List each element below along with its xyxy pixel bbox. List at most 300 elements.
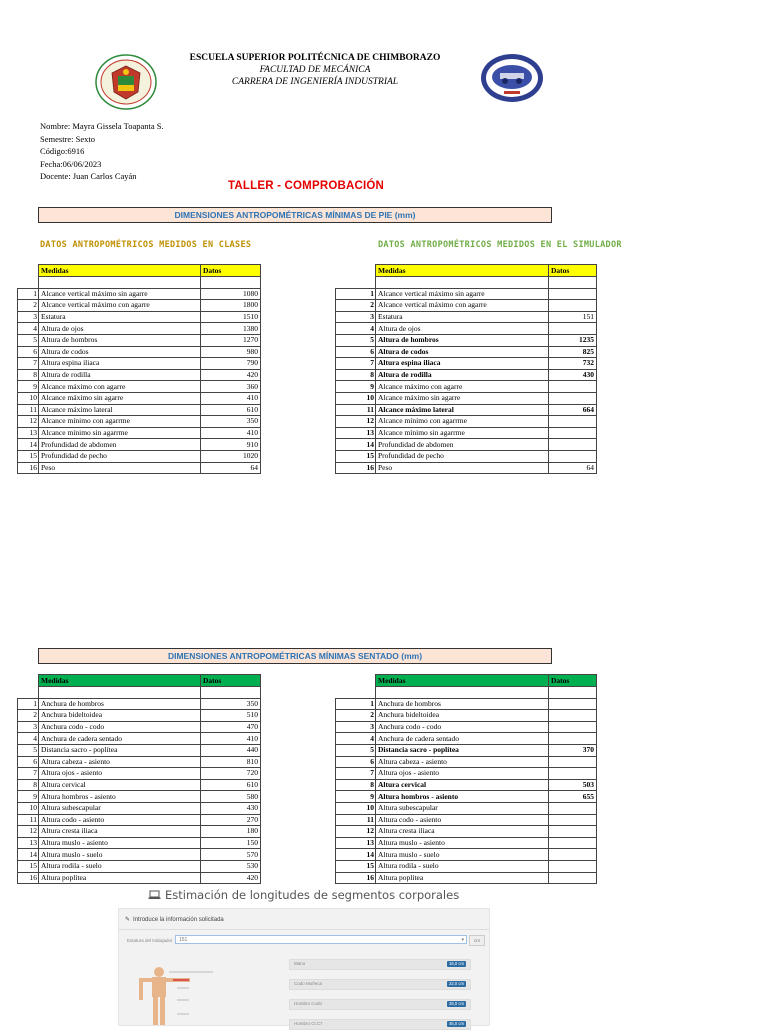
measure-value: 503 <box>549 779 597 791</box>
table-row <box>18 744 261 756</box>
measure-value <box>549 381 597 393</box>
row-number: 16 <box>18 462 39 474</box>
measure-name: Altura de hombros <box>376 334 549 346</box>
measure-value: 810 <box>201 756 261 768</box>
row-number: 4 <box>18 733 39 745</box>
code: Código:6916 <box>40 146 85 157</box>
col-header-medidas: Medidas <box>376 675 549 687</box>
table-row <box>336 334 597 346</box>
table-row <box>18 300 261 312</box>
measure-value: 370 <box>549 744 597 756</box>
measure-value: 664 <box>549 404 597 416</box>
table-row <box>336 416 597 428</box>
row-number: 4 <box>336 733 376 745</box>
table-row <box>336 837 597 849</box>
row-number: 1 <box>336 698 376 710</box>
measure-value: 270 <box>201 814 261 826</box>
table-row <box>336 756 597 768</box>
measure-name: Profundidad de abdomen <box>376 439 549 451</box>
table-row <box>336 381 597 393</box>
row-number: 15 <box>18 450 39 462</box>
table-row <box>18 416 261 428</box>
measure-name: Altura cabeza - asiento <box>39 756 201 768</box>
measure-name: Anchura codo - codo <box>39 721 201 733</box>
measure-value: 580 <box>201 791 261 803</box>
measure-value: 510 <box>201 710 261 722</box>
row-number: 11 <box>18 404 39 416</box>
row-number: 14 <box>336 439 376 451</box>
measure-value: 1800 <box>201 300 261 312</box>
heading-clases: DATOS ANTROPOMÉTRICOS MEDIDOS EN CLASES <box>40 240 252 250</box>
measure-name: Altura rodila - suelo <box>376 860 549 872</box>
measure-name: Profundidad de pecho <box>376 450 549 462</box>
row-number: 4 <box>18 323 39 335</box>
row-number: 5 <box>336 334 376 346</box>
measure-value: 410 <box>201 427 261 439</box>
table-row <box>336 450 597 462</box>
segment-label: Mano <box>294 961 306 966</box>
student-info <box>40 120 164 183</box>
table-row <box>18 733 261 745</box>
row-number: 14 <box>18 849 39 861</box>
col-header-datos: Datos <box>549 675 597 687</box>
table-row <box>18 698 261 710</box>
measure-value <box>549 450 597 462</box>
row-number: 7 <box>18 768 39 780</box>
measure-value: 360 <box>201 381 261 393</box>
instruction-line: ✎ Introduce la información solicitada <box>125 917 224 923</box>
measure-value: 825 <box>549 346 597 358</box>
edit-icon: ✎ <box>125 917 131 923</box>
measure-value <box>549 698 597 710</box>
measure-value: 350 <box>201 416 261 428</box>
row-number: 6 <box>336 756 376 768</box>
measure-value: 420 <box>201 369 261 381</box>
measure-name: Altura muslo - suelo <box>376 849 549 861</box>
segment-row <box>289 999 471 1010</box>
measure-value: 610 <box>201 779 261 791</box>
measure-value: 1270 <box>201 334 261 346</box>
measure-value <box>549 392 597 404</box>
table-row <box>18 768 261 780</box>
row-number: 14 <box>18 439 39 451</box>
measure-name: Altura codo - asiento <box>376 814 549 826</box>
heading-simulador: DATOS ANTROPOMÉTRICOS MEDIDOS EN EL SIMULADOR <box>378 240 622 250</box>
row-number: 8 <box>336 369 376 381</box>
measure-value: 570 <box>201 849 261 861</box>
measure-value: 1380 <box>201 323 261 335</box>
table-row <box>18 791 261 803</box>
segment-value-badge: 45,0 cm <box>449 1021 464 1026</box>
segment-row <box>289 1019 471 1030</box>
row-number: 3 <box>336 721 376 733</box>
table-row <box>336 710 597 722</box>
row-number: 2 <box>18 710 39 722</box>
row-number: 3 <box>18 721 39 733</box>
measure-name: Alcance máximo con agarre <box>39 381 201 393</box>
row-number: 12 <box>336 826 376 838</box>
measure-value <box>549 802 597 814</box>
row-number: 8 <box>18 779 39 791</box>
row-number: 8 <box>18 369 39 381</box>
measure-name: Alcance máximo sin agarre <box>39 392 201 404</box>
table-row <box>18 323 261 335</box>
measure-name: Alcance vertical máximo sin agarre <box>39 288 201 300</box>
table-row <box>336 369 597 381</box>
measure-value <box>549 710 597 722</box>
table-sentado-simulador <box>335 674 597 884</box>
date: Fecha:06/06/2023 <box>40 158 102 169</box>
measure-name: Peso <box>39 462 201 474</box>
table-row <box>18 826 261 838</box>
measure-name: Altura de codos <box>39 346 201 358</box>
table-row <box>336 744 597 756</box>
measure-value <box>549 860 597 872</box>
row-number: 4 <box>336 323 376 335</box>
table-row <box>18 721 261 733</box>
row-number: 11 <box>18 814 39 826</box>
measure-name: Anchura de cadera sentado <box>39 733 201 745</box>
row-number: 7 <box>18 358 39 370</box>
measure-name: Altura hombros - asiento <box>39 791 201 803</box>
row-number: 6 <box>18 346 39 358</box>
measure-name: Distancia sacro - poplítea <box>39 744 201 756</box>
measure-value: 1235 <box>549 334 597 346</box>
col-header-medidas: Medidas <box>376 265 549 277</box>
measure-name: Alcance máximo lateral <box>376 404 549 416</box>
measure-value <box>549 439 597 451</box>
measure-name: Altura codo - asiento <box>39 814 201 826</box>
measure-value: 64 <box>549 462 597 474</box>
table-row <box>336 814 597 826</box>
measure-value: 790 <box>201 358 261 370</box>
measure-name: Altura cervical <box>39 779 201 791</box>
measure-value: 150 <box>201 837 261 849</box>
row-number: 9 <box>18 791 39 803</box>
body-diagram <box>133 964 223 1025</box>
measure-name: Alcance máximo sin agarre <box>376 392 549 404</box>
measure-name: Altura de codos <box>376 346 549 358</box>
measure-name: Peso <box>376 462 549 474</box>
table-row <box>18 311 261 323</box>
row-number: 12 <box>336 416 376 428</box>
measure-name: Altura de rodilla <box>376 369 549 381</box>
measure-value <box>549 721 597 733</box>
measure-name: Alcance mínimo con agarrme <box>39 416 201 428</box>
semester: Semestre: Sexto <box>40 133 96 144</box>
col-header-datos: Datos <box>201 265 261 277</box>
school-name: ESCUELA SUPERIOR POLITÉCNICA DE CHIMBORAZO <box>189 53 441 63</box>
table-row <box>18 392 261 404</box>
measure-value: 910 <box>201 439 261 451</box>
measure-name: Alcance vertical máximo sin agarre <box>376 288 549 300</box>
facultad-mecanica-logo <box>480 53 544 103</box>
table-row <box>336 872 597 884</box>
measure-value: 410 <box>201 733 261 745</box>
measure-name: Profundidad de pecho <box>39 450 201 462</box>
measure-value: 1020 <box>201 450 261 462</box>
height-label: Estatura del trabajador <box>127 938 173 943</box>
table-row <box>18 369 261 381</box>
student-name: Nombre: Mayra Gissela Toapanta S. <box>40 121 164 131</box>
row-number: 16 <box>18 872 39 884</box>
measure-name: Altura de hombros <box>39 334 201 346</box>
row-number: 11 <box>336 814 376 826</box>
banner-sentado: DIMENSIONES ANTROPOMÉTRICAS MÍNIMAS SENTADO (mm) <box>38 648 552 664</box>
measure-value: 980 <box>201 346 261 358</box>
row-number: 9 <box>336 791 376 803</box>
row-number: 13 <box>336 837 376 849</box>
measure-name: Altura de ojos <box>39 323 201 335</box>
measure-value: 64 <box>201 462 261 474</box>
table-row <box>18 358 261 370</box>
col-header-datos: Datos <box>201 675 261 687</box>
table-row <box>18 710 261 722</box>
measure-name: Alcance mínimo sin agarrme <box>376 427 549 439</box>
measure-name: Altura muslo - suelo <box>39 849 201 861</box>
measure-value: 470 <box>201 721 261 733</box>
measure-value <box>549 872 597 884</box>
measure-value: 410 <box>201 392 261 404</box>
table-row <box>18 860 261 872</box>
row-number: 5 <box>336 744 376 756</box>
row-number: 7 <box>336 768 376 780</box>
measure-name: Altura cresta iliaca <box>39 826 201 838</box>
measure-name: Estatura <box>376 311 549 323</box>
measure-name: Anchura de hombros <box>39 698 201 710</box>
height-select[interactable]: 151 ▾ <box>175 935 467 944</box>
measure-name: Altura espina iliaca <box>376 358 549 370</box>
row-number: 10 <box>336 802 376 814</box>
table-row <box>18 439 261 451</box>
row-number: 12 <box>18 826 39 838</box>
row-number: 5 <box>18 744 39 756</box>
measure-value <box>549 768 597 780</box>
measure-name: Altura cervical <box>376 779 549 791</box>
row-number: 10 <box>18 802 39 814</box>
row-number: 1 <box>18 698 39 710</box>
table-row <box>18 404 261 416</box>
table-row <box>336 802 597 814</box>
table-row <box>336 849 597 861</box>
chevron-down-icon: ▾ <box>461 937 464 943</box>
laptop-icon <box>148 889 161 903</box>
measure-value: 151 <box>549 311 597 323</box>
measure-value: 180 <box>201 826 261 838</box>
measure-name: Altura cabeza - asiento <box>376 756 549 768</box>
table-row <box>336 698 597 710</box>
simulator-panel <box>118 908 490 1026</box>
table-row <box>336 323 597 335</box>
measure-name: Alcance mínimo con agarrme <box>376 416 549 428</box>
table-row <box>336 427 597 439</box>
measure-name: Profundidad de abdomen <box>39 439 201 451</box>
table-row <box>18 288 261 300</box>
measure-value <box>549 849 597 861</box>
row-number: 1 <box>336 288 376 300</box>
measure-name: Altura ojos - asiento <box>39 768 201 780</box>
table-row <box>336 358 597 370</box>
table-row <box>336 300 597 312</box>
table-row <box>336 860 597 872</box>
table-pie-clases <box>17 264 261 474</box>
table-row <box>18 849 261 861</box>
measure-name: Altura de ojos <box>376 323 549 335</box>
measure-value: 430 <box>549 369 597 381</box>
simulator-title: Estimación de longitudes de segmentos corporales <box>148 888 459 903</box>
table-row <box>336 462 597 474</box>
segment-label: Hombro Cl.C7 <box>294 1021 323 1026</box>
table-row <box>18 462 261 474</box>
measure-value: 655 <box>549 791 597 803</box>
measure-value: 720 <box>201 768 261 780</box>
measure-name: Anchura de hombros <box>376 698 549 710</box>
measure-name: Altura ojos - asiento <box>376 768 549 780</box>
row-number: 16 <box>336 872 376 884</box>
table-row <box>336 721 597 733</box>
measure-value: 350 <box>201 698 261 710</box>
table-pie-simulador <box>335 264 597 474</box>
row-number: 13 <box>336 427 376 439</box>
row-number: 15 <box>18 860 39 872</box>
unit-addon: cm <box>469 935 485 946</box>
table-row <box>18 814 261 826</box>
row-number: 15 <box>336 860 376 872</box>
table-row <box>18 381 261 393</box>
table-row <box>18 346 261 358</box>
measure-value: 610 <box>201 404 261 416</box>
table-row <box>336 733 597 745</box>
measure-name: Altura rodila - suelo <box>39 860 201 872</box>
segment-label: Codo Muñeca <box>294 981 323 986</box>
table-row <box>336 346 597 358</box>
row-number: 2 <box>336 300 376 312</box>
row-number: 10 <box>18 392 39 404</box>
measure-value <box>549 756 597 768</box>
measure-name: Altura poplítea <box>39 872 201 884</box>
measure-name: Altura de rodilla <box>39 369 201 381</box>
measure-name: Altura subescapular <box>39 802 201 814</box>
segment-label: Hombro Codo <box>294 1001 323 1006</box>
measure-value <box>549 288 597 300</box>
measure-name: Alcance máximo lateral <box>39 404 201 416</box>
row-number: 16 <box>336 462 376 474</box>
teacher: Docente: Juan Carlos Cayán <box>40 171 137 182</box>
measure-value <box>549 427 597 439</box>
table-row <box>336 404 597 416</box>
row-number: 6 <box>18 756 39 768</box>
measure-value <box>549 733 597 745</box>
espoch-seal-logo <box>95 54 157 110</box>
measure-name: Anchura de cadera sentado <box>376 733 549 745</box>
row-number: 13 <box>18 837 39 849</box>
row-number: 11 <box>336 404 376 416</box>
row-number: 15 <box>336 450 376 462</box>
segment-value-badge: 16,0 cm <box>449 961 464 966</box>
measure-value: 1080 <box>201 288 261 300</box>
measure-value: 440 <box>201 744 261 756</box>
measure-value: 732 <box>549 358 597 370</box>
table-row <box>336 311 597 323</box>
row-number: 9 <box>336 381 376 393</box>
segment-row <box>289 979 471 990</box>
row-number: 8 <box>336 779 376 791</box>
table-row <box>18 450 261 462</box>
row-number: 3 <box>336 311 376 323</box>
row-number: 3 <box>18 311 39 323</box>
table-row <box>336 768 597 780</box>
row-number: 13 <box>18 427 39 439</box>
measure-name: Alcance mínimo sin agarrme <box>39 427 201 439</box>
banner-pie: DIMENSIONES ANTROPOMÉTRICAS MÍNIMAS DE PIE (mm) <box>38 207 552 223</box>
measure-value: 420 <box>201 872 261 884</box>
table-row <box>336 826 597 838</box>
faculty-name: FACULTAD DE MECÁNICA <box>259 65 371 75</box>
measure-name: Altura muslo - asiento <box>376 837 549 849</box>
table-row <box>18 779 261 791</box>
segment-row <box>289 959 471 970</box>
table-row <box>18 334 261 346</box>
measure-value <box>549 814 597 826</box>
measure-name: Altura subescapular <box>376 802 549 814</box>
segment-value-badge: 22,0 cm <box>449 981 464 986</box>
measure-value <box>549 416 597 428</box>
measure-name: Altura poplítea <box>376 872 549 884</box>
measure-name: Altura muslo - asiento <box>39 837 201 849</box>
row-number: 14 <box>336 849 376 861</box>
segment-value-badge: 28,0 cm <box>449 1001 464 1006</box>
col-header-medidas: Medidas <box>39 675 201 687</box>
measure-value <box>549 837 597 849</box>
measure-value: 530 <box>201 860 261 872</box>
table-row <box>336 779 597 791</box>
measure-name: Distancia sacro - poplítea <box>376 744 549 756</box>
measure-name: Altura espina iliaca <box>39 358 201 370</box>
row-number: 6 <box>336 346 376 358</box>
table-row <box>18 756 261 768</box>
table-row <box>336 288 597 300</box>
measure-name: Alcance máximo con agarre <box>376 381 549 393</box>
measure-name: Anchura bideltoidea <box>376 710 549 722</box>
measure-name: Alcance vertical máximo con agarre <box>376 300 549 312</box>
row-number: 9 <box>18 381 39 393</box>
col-header-medidas: Medidas <box>39 265 201 277</box>
row-number: 2 <box>336 710 376 722</box>
measure-value <box>549 323 597 335</box>
row-number: 12 <box>18 416 39 428</box>
career-name: CARRERA DE INGENIERÍA INDUSTRIAL <box>231 77 399 87</box>
measure-name: Estatura <box>39 311 201 323</box>
row-number: 1 <box>18 288 39 300</box>
page-title: TALLER - COMPROBACIÓN <box>228 180 385 192</box>
table-row <box>18 427 261 439</box>
measure-name: Altura hombros - asiento <box>376 791 549 803</box>
measure-name: Alcance vertical máximo con agarre <box>39 300 201 312</box>
row-number: 7 <box>336 358 376 370</box>
row-number: 5 <box>18 334 39 346</box>
table-row <box>336 791 597 803</box>
measure-value <box>549 826 597 838</box>
measure-value: 1510 <box>201 311 261 323</box>
table-row <box>18 802 261 814</box>
table-row <box>18 872 261 884</box>
measure-name: Anchura bideltoidea <box>39 710 201 722</box>
table-row <box>336 392 597 404</box>
table-row <box>18 837 261 849</box>
col-header-datos: Datos <box>549 265 597 277</box>
document-header <box>170 52 460 88</box>
measure-name: Anchura codo - codo <box>376 721 549 733</box>
